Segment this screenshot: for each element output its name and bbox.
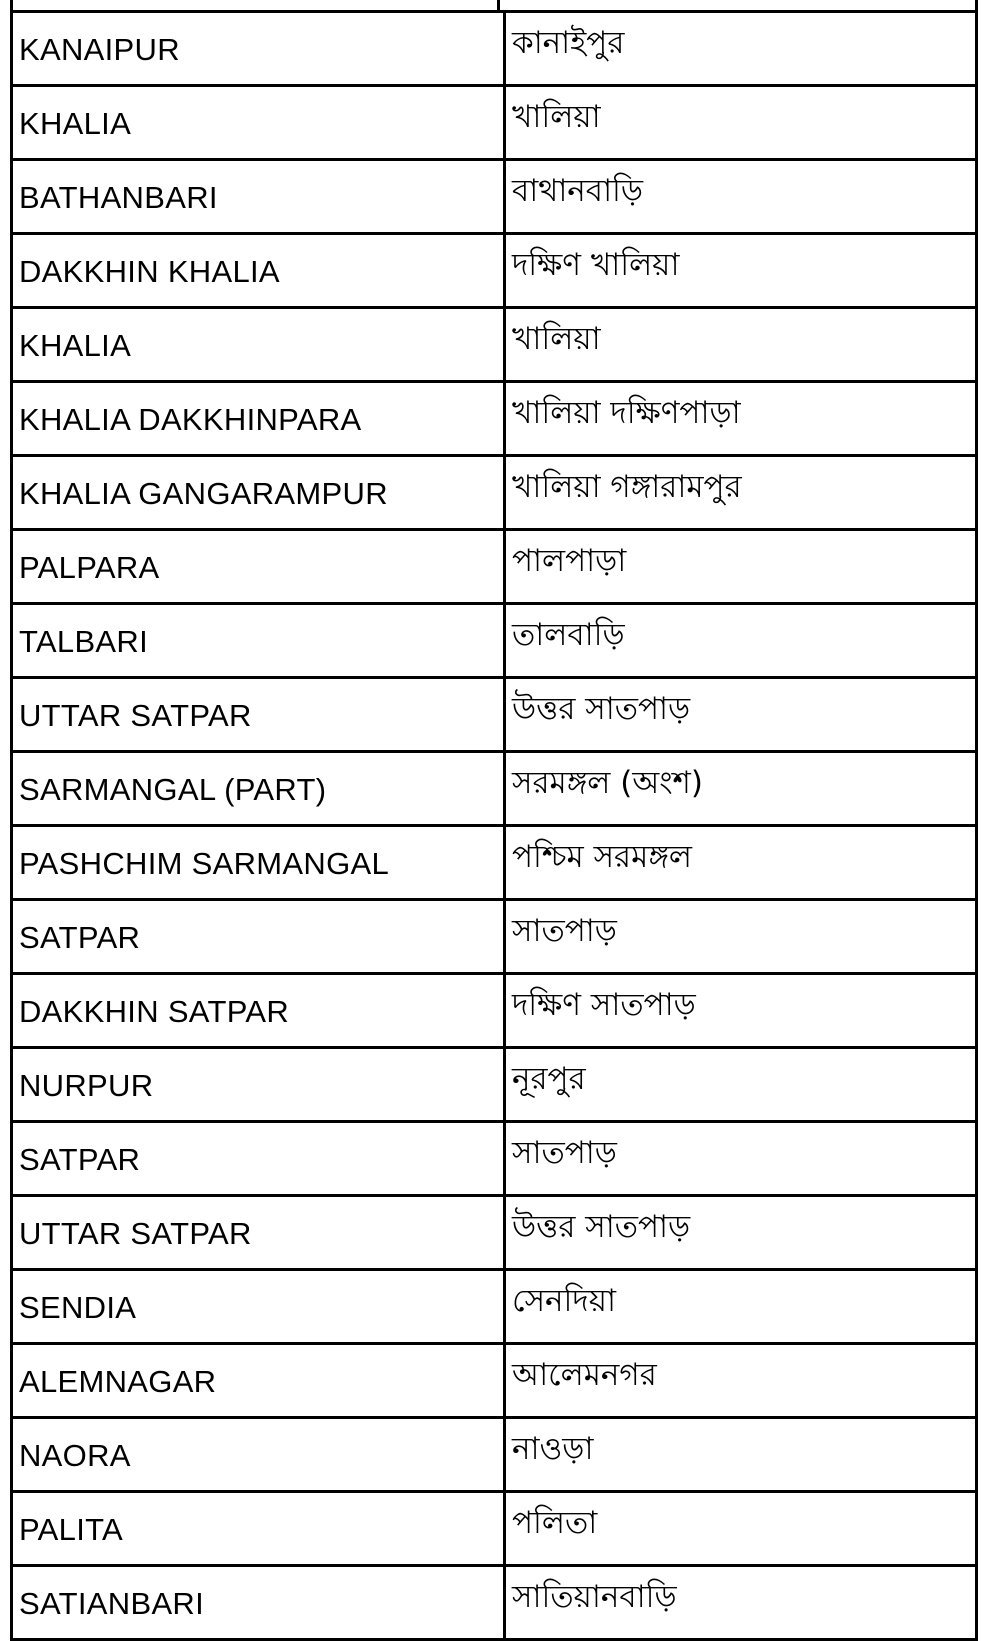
bengali-village-name: পলিতা: [505, 1492, 977, 1566]
table-row: [12, 1492, 977, 1566]
bengali-village-name: সেনদিয়া: [505, 1270, 977, 1344]
table-row: [12, 900, 977, 974]
table-row: [12, 530, 977, 604]
bengali-village-name: খালিয়া দক্ষিণপাড়া: [505, 382, 977, 456]
bengali-village-name: আলেমনগর: [505, 1344, 977, 1418]
bengali-village-name: সাতপাড়: [505, 1122, 977, 1196]
english-village-name: UTTAR SATPAR: [12, 1196, 505, 1270]
table-row: [12, 234, 977, 308]
english-village-name: BATHANBARI: [12, 160, 505, 234]
english-village-name: PASHCHIM SARMANGAL: [12, 826, 505, 900]
english-village-name: SATIANBARI: [12, 1566, 505, 1640]
english-village-name: NURPUR: [12, 1048, 505, 1122]
english-village-name: DAKKHIN SATPAR: [12, 974, 505, 1048]
table-row: [12, 308, 977, 382]
english-village-name: ALEMNAGAR: [12, 1344, 505, 1418]
english-village-name: SATPAR: [12, 1122, 505, 1196]
bengali-village-name: নাওড়া: [505, 1418, 977, 1492]
table-top-edge: [10, 0, 978, 10]
bengali-village-name: সাতপাড়: [505, 900, 977, 974]
table-row: [12, 1196, 977, 1270]
table-row: [12, 1270, 977, 1344]
table-row: [12, 1122, 977, 1196]
bengali-village-name: দক্ষিণ খালিয়া: [505, 234, 977, 308]
english-village-name: SENDIA: [12, 1270, 505, 1344]
bengali-village-name: তালবাড়ি: [505, 604, 977, 678]
english-village-name: KHALIA GANGARAMPUR: [12, 456, 505, 530]
english-village-name: PALITA: [12, 1492, 505, 1566]
english-village-name: KHALIA: [12, 86, 505, 160]
village-name-table-sheet: [10, 0, 978, 1641]
english-village-name: NAORA: [12, 1418, 505, 1492]
table-row: [12, 1344, 977, 1418]
bengali-village-name: উত্তর সাতপাড়: [505, 1196, 977, 1270]
bengali-village-name: খালিয়া: [505, 86, 977, 160]
bengali-village-name: বাথানবাড়ি: [505, 160, 977, 234]
table-row: [12, 1418, 977, 1492]
table-row: [12, 1048, 977, 1122]
bengali-village-name: কানাইপুর: [505, 12, 977, 86]
bengali-village-name: সরমঙ্গল (অংশ): [505, 752, 977, 826]
english-village-name: SATPAR: [12, 900, 505, 974]
english-village-name: KHALIA: [12, 308, 505, 382]
bengali-village-name: নূরপুর: [505, 1048, 977, 1122]
english-village-name: KHALIA DAKKHINPARA: [12, 382, 505, 456]
table-row: [12, 974, 977, 1048]
table-row: [12, 752, 977, 826]
english-village-name: UTTAR SATPAR: [12, 678, 505, 752]
bengali-village-name: খালিয়া: [505, 308, 977, 382]
bengali-village-name: সাতিয়ানবাড়ি: [505, 1566, 977, 1640]
english-village-name: TALBARI: [12, 604, 505, 678]
table-row: [12, 456, 977, 530]
bengali-village-name: উত্তর সাতপাড়: [505, 678, 977, 752]
english-village-name: PALPARA: [12, 530, 505, 604]
english-village-name: DAKKHIN KHALIA: [12, 234, 505, 308]
table-body: [12, 12, 977, 1640]
table-row: [12, 382, 977, 456]
table-row: [12, 604, 977, 678]
table-row: [12, 826, 977, 900]
english-village-name: KANAIPUR: [12, 12, 505, 86]
table-row: [12, 678, 977, 752]
bengali-village-name: পালপাড়া: [505, 530, 977, 604]
bengali-village-name: দক্ষিণ সাতপাড়: [505, 974, 977, 1048]
bengali-village-name: খালিয়া গঙ্গারামপুর: [505, 456, 977, 530]
table-row: [12, 1566, 977, 1640]
table-row: [12, 12, 977, 86]
english-village-name: SARMANGAL (PART): [12, 752, 505, 826]
village-name-table: [10, 10, 978, 1641]
table-row: [12, 86, 977, 160]
table-row: [12, 160, 977, 234]
bengali-village-name: পশ্চিম সরমঙ্গল: [505, 826, 977, 900]
